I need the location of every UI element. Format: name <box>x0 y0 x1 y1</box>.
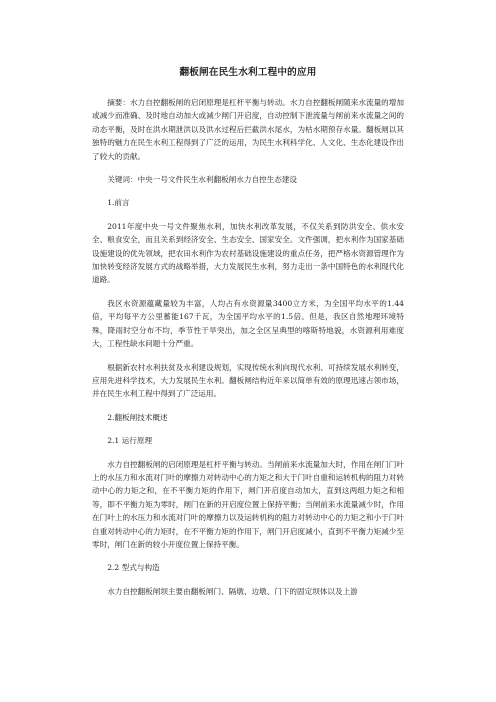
document-body <box>92 64 404 598</box>
paragraph-3: 根据新农村水利扶贫及水利建设规划，实现传统水利向现代水利、可持续发展水利转变，应用先进科学技术，大力发展民生水利。翻板闸结构近年来以简单有效的原理迅速占领市场，并在民生水利工程中得到了广泛运用。 <box>92 362 404 399</box>
paragraph-2: 我区水资源蕴藏量较为丰富，人均占有水资源量3400立方米，为全国平均水平的1.44倍，平均每平方公里蓄能167千瓦，为全国平均水平的1.5倍。但是，我区自然地理环境特殊，降雨时空分布不均，季节性干旱突出，加之全区呈典型的喀斯特地貌，水资源利用难度大，工程性缺水问题十分严重。 <box>92 298 404 349</box>
document-title: 翻板闸在民生水利工程中的应用 <box>179 67 317 78</box>
keywords-line: 关键词：中央一号文件民生水利翻板闸水力自控生态建设 <box>107 175 298 185</box>
abstract-paragraph: 摘要：水力自控翻板闸的启闭原理是杠杆平衡与转动。水力自控翻板闸随来水流量的增加或减少而准确、及时地自动加大或减少闸门开启度，自动控制下泄流量与闸前来水流量之间的动态平衡，及时在洪水期泄洪以及洪水过程后拦截洪水尾水，为枯水期预存水量。翻板闸以其独特的魅力在民生水利工程得到了广泛的运用，为民生水利科学化、人文化、生态化建设作出了较大的贡献。 <box>92 98 404 161</box>
paragraph-5: 水力自控翻板闸坝主要由翻板闸门、隔墩、边墩、门下的固定坝体以及上游 <box>107 586 358 596</box>
paragraph-1: 2011年度中央一号文件聚焦水利，加快水利改革发展，不仅关系到防洪安全、供水安全、粮食安全，而且关系到经济安全、生态安全、国家安全。文件强调，把水利作为国家基础设施建设的优先领域，把农田水利作为农村基础设施建设的重点任务，把严格水资源管理作为加快转变经济发展方式的战略举措，大力发展民生水利，努力走出一条中国特色的水利现代化道路。 <box>92 221 404 285</box>
section-2-heading: 2.翻板闸技术概述 <box>107 412 168 422</box>
paragraph-4: 水力自控翻板闸的启闭原理是杠杆平衡与转动。当闸前来水流量加大时，作用在闸门门叶上的水压力和水流对门叶的摩擦力对转动中心的力矩之和大于门叶自重和运转机构的阻力对转动中心的力矩之和，在不平衡力矩的作用下，闸门开启度自动加大，直到这两组力矩之和相等，即不平衡力矩为零时，闸门在新的开启度位置上保持平衡；当闸前来水流量减少时，作用在门叶上的水压力和水流对门叶的摩擦力以及运转机构的阻力对转动中心的力矩之和小于门叶自重对转动中心的力矩时，在不平衡力矩的作用下，闸门开启度减小，直到不平衡力矩减少至零时，闸门在新的较小开度位置上保持平衡。 <box>92 459 404 549</box>
section-1-heading: 1.前言 <box>107 198 130 208</box>
section-2-2-heading: 2.2 型式与构造 <box>107 563 160 573</box>
section-2-1-heading: 2.1 运行原理 <box>107 436 153 446</box>
